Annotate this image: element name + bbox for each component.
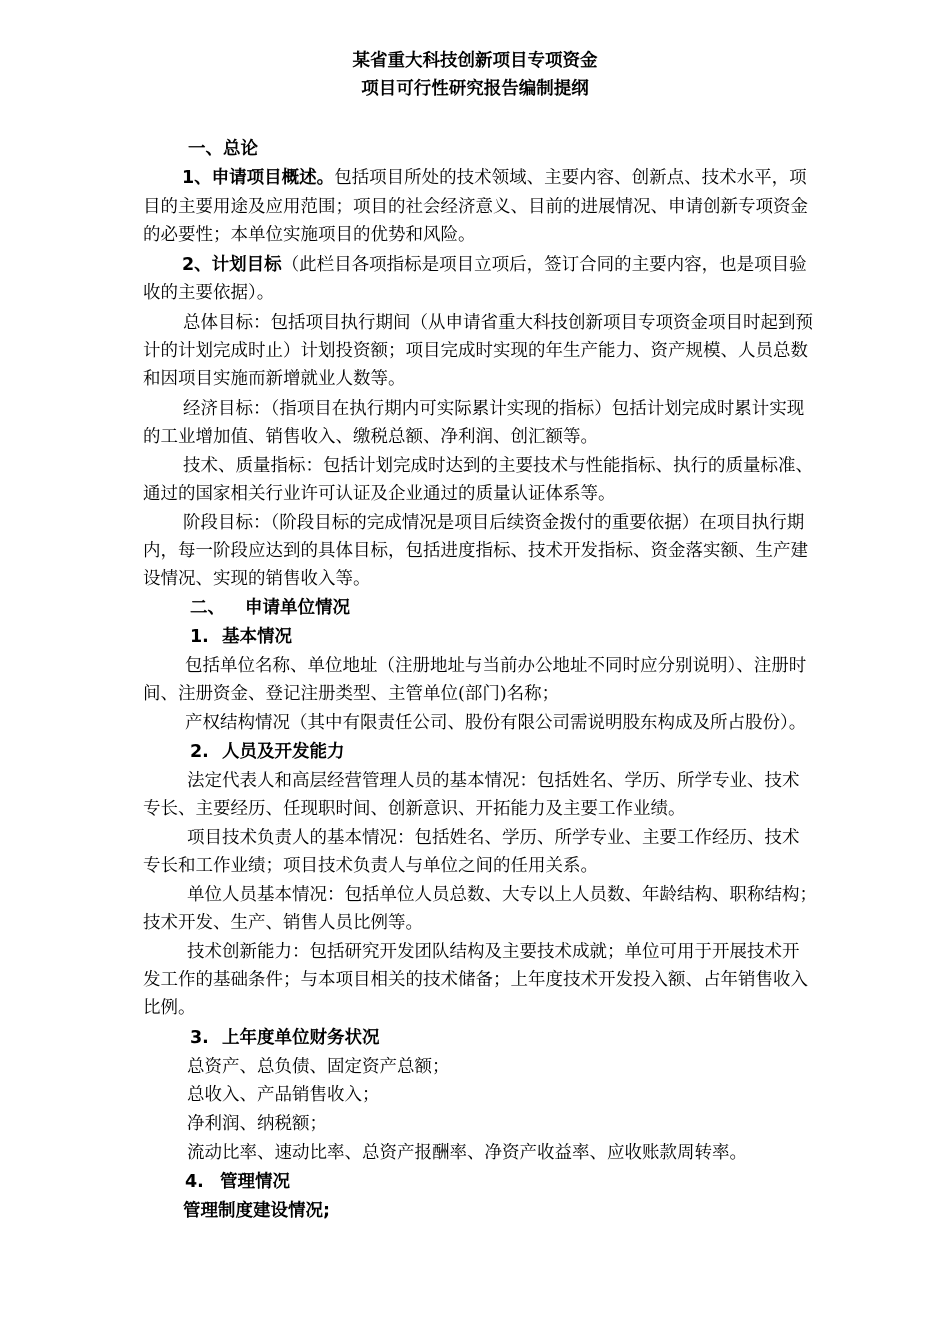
- subsection-num-staff: 2.: [190, 742, 209, 762]
- paragraph-finance-line2: 总收入、产品销售收入；: [187, 1085, 380, 1105]
- section-heading-applicant-num: 二、: [190, 598, 225, 618]
- paragraph-basic-line1: 包括单位名称、单位地址（注册地址与当前办公地址不同时应分别说明）、注册时: [185, 656, 807, 676]
- paragraph-tech-goal-line2: 通过的国家相关行业许可认证及企业通过的质量认证体系等。: [143, 484, 616, 504]
- item-label-plan-goal: 2、计划目标: [182, 255, 282, 275]
- section-heading-applicant: 申请单位情况: [245, 598, 350, 618]
- paragraph-project-overview-line2: 目的主要用途及应用范围；项目的社会经济意义、目前的进展情况、申请创新专项资金: [143, 197, 808, 217]
- paragraph-overall-goal-line1: 总体目标：包括项目执行期间（从申请省重大科技创新项目专项资金项目时起到预: [183, 313, 813, 333]
- paragraph-staff-line2: 专长、主要经历、任现职时间、创新意识、开拓能力及主要工作业绩。: [143, 799, 686, 819]
- subsection-heading-management: 管理情况: [220, 1172, 290, 1192]
- paragraph-economic-goal-line2: 的工业增加值、销售收入、缴税总额、净利润、创汇额等。: [143, 427, 598, 447]
- paragraph-staff-line9: 比例。: [143, 998, 196, 1018]
- paragraph-staff-line5: 单位人员基本情况：包括单位人员总数、大专以上人员数、年龄结构、职称结构；: [187, 885, 817, 905]
- document-title-line2: 项目可行性研究报告编制提纲: [361, 79, 589, 99]
- subsection-heading-finance: 上年度单位财务状况: [222, 1028, 380, 1048]
- paragraph-basic-line2: 间、注册资金、登记注册类型、主管单位(部门)名称；: [143, 684, 560, 704]
- subsection-heading-basic: 基本情况: [222, 627, 292, 647]
- paragraph-staff-line3: 项目技术负责人的基本情况：包括姓名、学历、所学专业、主要工作经历、技术: [187, 828, 800, 848]
- paragraph-tech-goal-line1: 技术、质量指标：包括计划完成时达到的主要技术与性能指标、执行的质量标准、: [183, 456, 813, 476]
- paragraph-finance-line4: 流动比率、速动比率、总资产报酬率、净资产收益率、应收账款周转率。: [187, 1143, 747, 1163]
- subsection-num-finance: 3.: [190, 1028, 209, 1048]
- paragraph-project-overview-line3: 的必要性；本单位实施项目的优势和风险。: [143, 225, 476, 245]
- paragraph-finance-line1: 总资产、总负债、固定资产总额；: [187, 1057, 450, 1077]
- paragraph-plan-goal-line1: 2、计划目标（此栏目各项指标是项目立项后，签订合同的主要内容，也是项目验: [182, 255, 807, 275]
- subsection-num-basic: 1.: [190, 627, 209, 647]
- paragraph-staff-line7: 技术创新能力：包括研究开发团队结构及主要技术成就；单位可用于开展技术开: [187, 942, 800, 962]
- document-title-line1: 某省重大科技创新项目专项资金: [352, 51, 598, 71]
- paragraph-management-line1: 管理制度建设情况;: [183, 1201, 330, 1221]
- item-label-project-overview: 1、申请项目概述。: [182, 168, 335, 188]
- paragraph-overall-goal-line3: 和因项目实施而新增就业人数等。: [143, 369, 406, 389]
- paragraph-economic-goal-line1: 经济目标：（指项目在执行期内可实际累计实现的指标）包括计划完成时累计实现: [183, 399, 805, 419]
- section-heading-general: 一、总论: [188, 139, 258, 159]
- paragraph-stage-goal-line2: 内，每一阶段应达到的具体目标，包括进度指标、技术开发指标、资金落实额、生产建: [143, 541, 808, 561]
- paragraph-finance-line3: 净利润、纳税额；: [187, 1114, 327, 1134]
- paragraph-project-overview-line1: 1、申请项目概述。包括项目所处的技术领域、主要内容、创新点、技术水平，项: [182, 168, 807, 188]
- paragraph-staff-line8: 发工作的基础条件；与本项目相关的技术储备；上年度技术开发投入额、占年销售收入: [143, 970, 808, 990]
- paragraph-basic-line3: 产权结构情况（其中有限责任公司、股份有限公司需说明股东构成及所占股份）。: [185, 713, 807, 733]
- paragraph-staff-line6: 技术开发、生产、销售人员比例等。: [143, 913, 423, 933]
- subsection-heading-staff: 人员及开发能力: [222, 742, 345, 762]
- paragraph-staff-line4: 专长和工作业绩；项目技术负责人与单位之间的任用关系。: [143, 856, 598, 876]
- subsection-num-management: 4.: [185, 1172, 204, 1192]
- paragraph-stage-goal-line1: 阶段目标：（阶段目标的完成情况是项目后续资金拨付的重要依据）在项目执行期: [183, 513, 805, 533]
- paragraph-plan-goal-line2: 收的主要依据）。: [143, 283, 275, 303]
- paragraph-stage-goal-line3: 设情况、实现的销售收入等。: [143, 569, 371, 589]
- paragraph-overall-goal-line2: 计的计划完成时止）计划投资额；项目完成时实现的年生产能力、资产规模、人员总数: [143, 341, 808, 361]
- paragraph-staff-line1: 法定代表人和高层经营管理人员的基本情况：包括姓名、学历、所学专业、技术: [187, 771, 800, 791]
